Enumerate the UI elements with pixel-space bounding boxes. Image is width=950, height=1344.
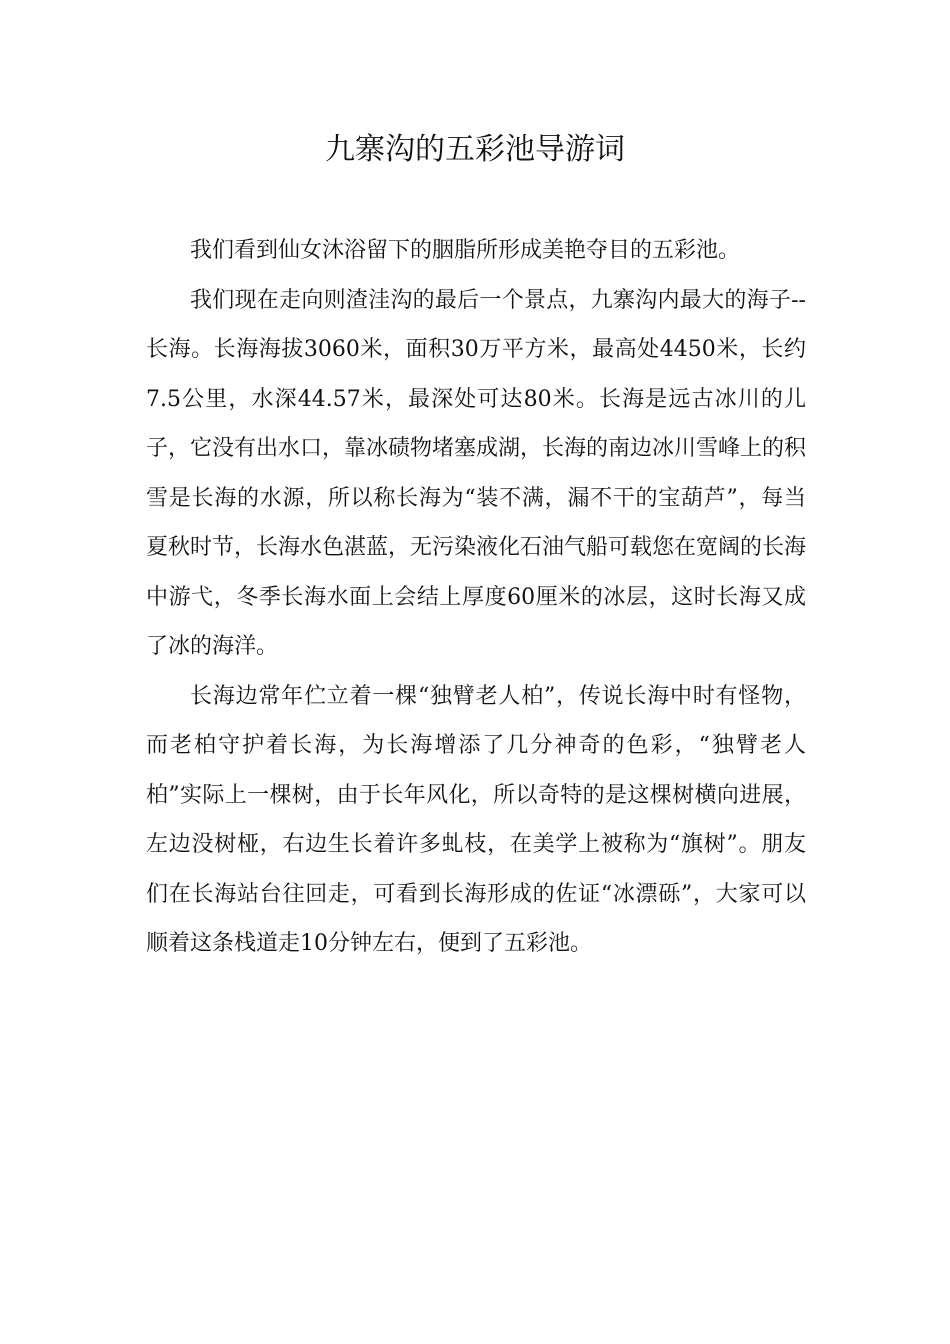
- paragraph-3: 长海边常年伫立着一棵“独臂老人柏”，传说长海中时有怪物，而老柏守护着长海，为长海增添了几分神奇的色彩，“独臂老人柏”实际上一棵树，由于长年风化，所以奇特的是这棵树横向进展，左边没树桠，右边生长着许多虬枝，在美学上被称为“旗树”。朋友们在长海站台往回走，可看到长海形成的佐证“冰漂砾”，大家可以顺着这条栈道走10分钟左右，便到了五彩池。: [146, 683, 806, 956]
- paragraph-1: 我们看到仙女沐浴留下的胭脂所形成美艳夺目的五彩池。: [190, 238, 741, 263]
- paragraph-2: 我们现在走向则渣洼沟的最后一个景点，九寨沟内最大的海子--长海。长海海拔3060米，面积30万平方米，最高处4450米，长约7.5公里，水深44.57米，最深处可达80米。长海是远古冰川的儿子，它没有出水口，靠冰碛物堵塞成湖，长海的南边冰川雪峰上的积雪是长海的水源，所以称长海为“装不满，漏不干的宝葫芦”，每当夏秋时节，长海水色湛蓝，无污染液化石油气船可载您在宽阔的长海中游弋，冬季长海水面上会结上厚度60厘米的冰层，这时长海又成了冰的海洋。: [146, 287, 807, 659]
- document-body: [146, 226, 806, 969]
- document-title: 九寨沟的五彩池导游词: [325, 132, 625, 167]
